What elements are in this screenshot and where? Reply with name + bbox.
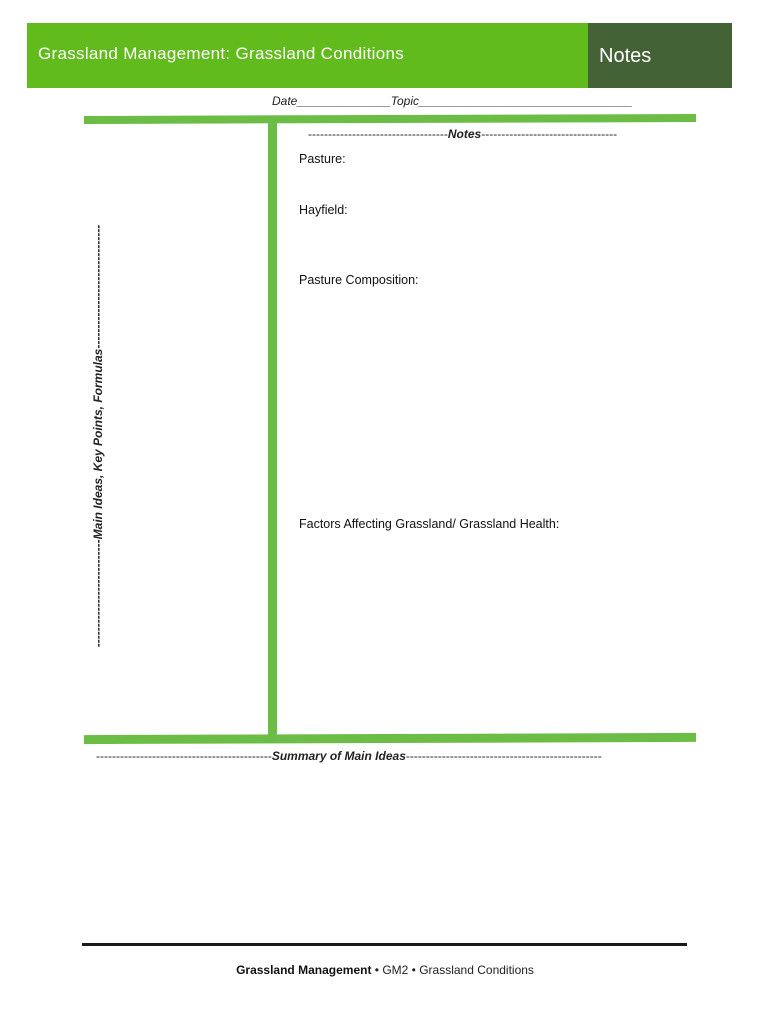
notes-heading-label: Notes — [447, 127, 482, 141]
summary-dashes-left: -------------------------------------------- — [96, 749, 272, 763]
date-topic-line: Date______________Topic________________________________ — [272, 94, 633, 108]
footer-separator-2: • — [408, 963, 420, 977]
factors-label: Factors Affecting Grassland/ Grassland Health: — [299, 517, 560, 531]
footer-course: Grassland Management — [236, 963, 372, 977]
hayfield-label: Hayfield: — [299, 203, 348, 217]
notes-heading-dashes-left: ----------------------------------- — [308, 127, 448, 141]
summary-heading — [96, 749, 602, 763]
bottom-divider — [84, 733, 696, 744]
notes-tab — [588, 23, 732, 88]
summary-dashes-right: ------------------------------------------------- — [405, 749, 602, 763]
header-banner — [27, 23, 732, 88]
footer-separator-1: • — [371, 963, 383, 977]
main-ideas-column-label: ---------------------------Main Ideas, Key Points, Formulas------------------------------- — [91, 224, 105, 648]
footer-topic: Grassland Conditions — [419, 963, 534, 977]
top-divider — [84, 114, 696, 124]
footer-unit: GM2 — [382, 963, 409, 977]
footer-divider — [82, 943, 687, 946]
footer — [0, 963, 770, 977]
page-title: Grassland Management: Grassland Conditions — [38, 44, 405, 63]
summary-heading-label: Summary of Main Ideas — [271, 749, 406, 763]
pasture-composition-label: Pasture Composition: — [299, 273, 419, 287]
notes-tab-label: Notes — [599, 45, 652, 67]
column-divider — [268, 122, 277, 738]
notes-heading-dashes-right: ---------------------------------- — [481, 127, 618, 141]
notes-heading — [308, 127, 617, 141]
pasture-label: Pasture: — [299, 152, 346, 166]
